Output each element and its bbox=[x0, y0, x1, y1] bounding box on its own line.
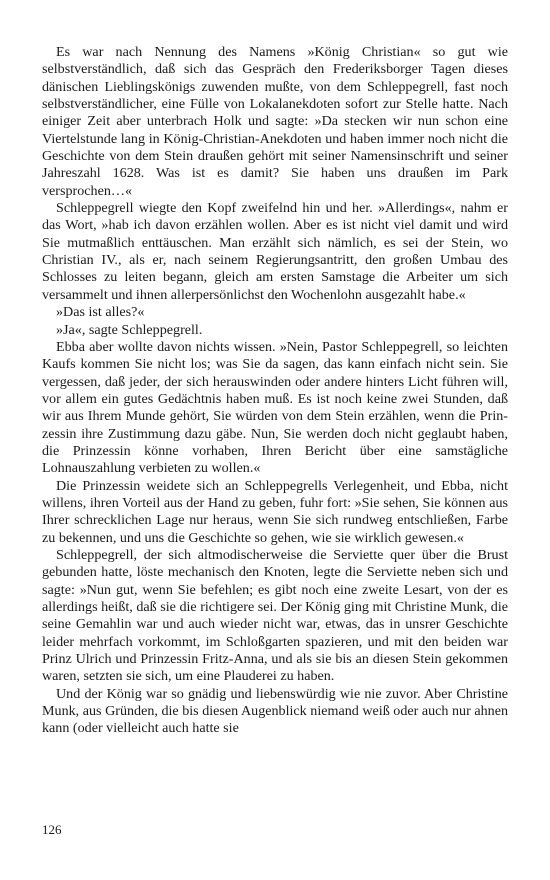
paragraph-4: »Ja«, sagte Schleppegrell. bbox=[56, 321, 203, 338]
paragraph-7: Schleppegrell, der sich altmodischerweise die Serviette quer über die Brust gebunden hatte, löste mechanisch den Knoten, legte die Serviette neben sich und sagte: »Nun gut, wenn Sie befehlen; es gibt noch eine zweite Lesart, von der es allerdings heißt, daß sie die richtigere sei. Der König ging mit Christine Munk, die seine Gemahlin war und auch wieder nicht war, etwas, das in unsrer Geschichte leider mehrfach vorkommt, im Schloßgarten spazieren, und mit den beiden war Prinz Ulrich und Prinzessin Fritz-Anna, und als sie bis an diesen Stein gekommen waren, setzten sie sich, um eine Plauderei zu haben. bbox=[42, 546, 508, 685]
book-page-text bbox=[42, 44, 508, 738]
page-number: 126 bbox=[42, 822, 62, 837]
paragraph-6: Die Prinzessin weidete sich an Schleppegrells Verlegenheit, und Ebba, nicht willens, ihren Vorteil aus der Hand zu geben, fuhr fort: »Sie sehen, Sie können aus Ihrer schrecklichen Lage nur heraus, wenn Sie sich rundweg entschließen, Farbe zu bekennen, und uns die Geschichte so gehen, wie sie wirklich gewesen.« bbox=[42, 477, 508, 546]
paragraph-5: Ebba aber wollte davon nichts wissen. »Nein, Pastor Schleppegrell, so leichten Kaufs kommen Sie nicht los; was Sie da sagen, das kann einfach nicht sein. Sie vergessen, daß jeder, der sich herauswinden oder andere hinters Licht führen will, vor allem ein gutes Gedächtnis haben muß. Es ist noch keine zwei Stunden, daß wir aus Ihrem Munde gehört, Sie würden von dem Stein erzählen, wenn die Prinzessin ihre Zustimmung dazu gäbe. Nun, Sie werden doch nicht geglaubt haben, die Prinzessin könne vorhaben, Ihren Bericht über eine samstägliche Lohnauszahlung verbieten zu wollen.« bbox=[42, 338, 508, 477]
paragraph-3: »Das ist alles?« bbox=[56, 304, 145, 321]
paragraph-8: Und der König war so gnädig und liebenswürdig wie nie zuvor. Aber Christine Munk, aus Gründen, die bis diesen Augenblick niemand weiß oder auch nur ahnen kann (oder vielleicht auch hatte sie bbox=[42, 685, 508, 737]
paragraph-1: Es war nach Nennung des Namens »König Christian« so gut wie selbstverständlich, daß sich das Gespräch den Frederiksborger Tagen dieses dänischen Lieblingskönigs zuwenden mußte, von dem Schleppegrell, fast noch selbstverständlicher, eine Fülle von Lokalanekdoten sofort zur Stelle hatte. Nach einiger Zeit aber unterbrach Holk und sagte: »Da stecken wir nun schon eine Viertelstunde lang in König-Christian-Anekdoten und haben immer noch nicht die Geschichte von dem Stein draußen gehört mit seiner Namensinschrift und seiner Jahreszahl 1628. Was ist es damit? Sie haben uns draußen im Park versprochen…« bbox=[42, 44, 508, 199]
paragraph-2: Schleppegrell wiegte den Kopf zweifelnd hin und her. »Allerdings«, nahm er das Wort, »hab ich davon erzählen wollen. Aber es ist nicht viel damit und wird Sie mutmaßlich enttäuschen. Man erzählt sich nämlich, es sei der Stein, wo Christian IV., als er, nach seinem Regierungsantritt, den großen Umbau des Schlosses zu leiten begann, gleich am ersten Samstage die Arbeiter um sich versammelt und ihnen allerpersönlichst den Wochenlohn ausgezahlt habe.« bbox=[42, 200, 508, 303]
